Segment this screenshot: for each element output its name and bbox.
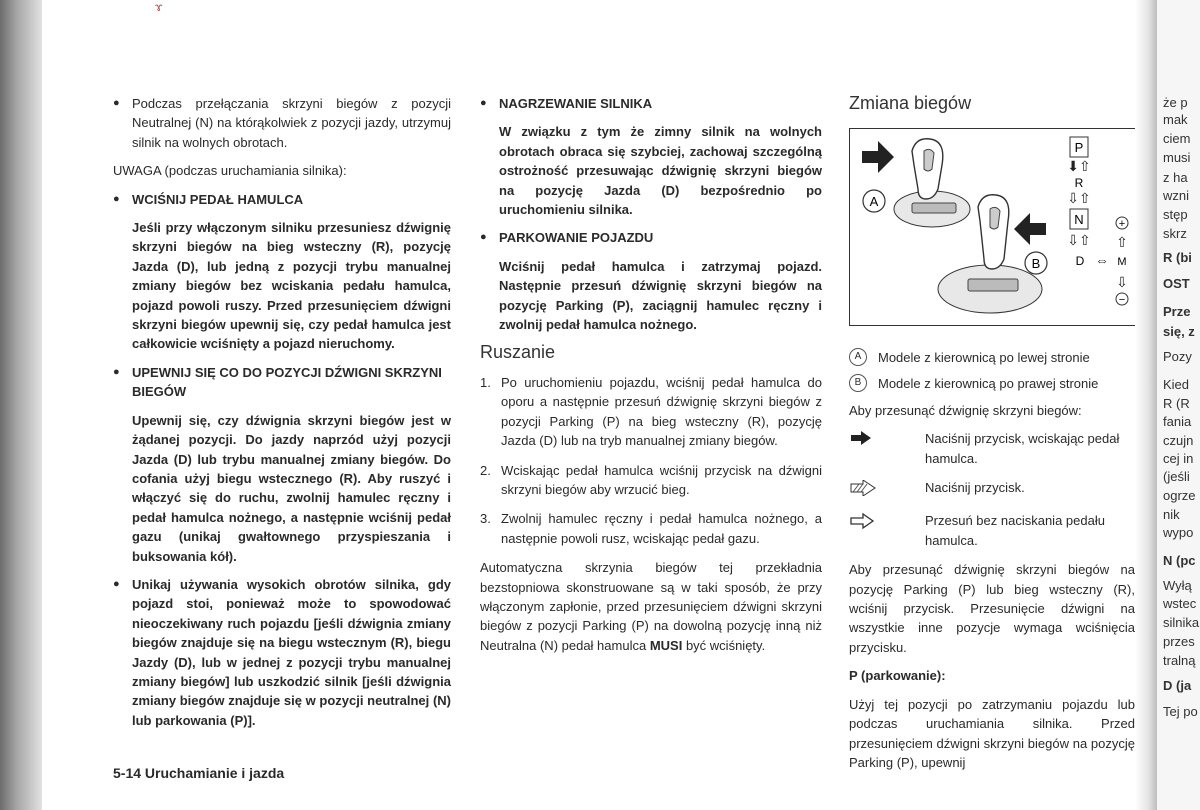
next-page-fragment: Wyłą: [1163, 578, 1192, 593]
svg-text:⇩⇧: ⇩⇧: [1067, 190, 1091, 206]
next-page-fragment: z ha: [1163, 170, 1188, 185]
svg-text:⬇⇧: ⬇⇧: [1067, 158, 1091, 174]
step-item: 2. Wciskając pedał hamulca wciśnij przycisk na dźwigni skrzyni biegów aby wrzucić bieg.: [480, 462, 822, 497]
bullet-parking-text: Wciśnij pedał hamulca i zatrzymaj pojazd. Następnie przesuń dźwignię skrzyni biegów na pozycję Parking (P), zaciągnij hamulec ręczny i zwolnij pedał hamulca nożnego.: [499, 258, 822, 333]
corner-pen-mark: ɤ: [155, 0, 163, 14]
shift-intro: Aby przesunąć dźwignię skrzyni biegów:: [849, 402, 1082, 418]
hatched-arrow-icon: [849, 478, 925, 501]
next-page-fragment: wypo: [1163, 525, 1194, 540]
middle-column: [480, 94, 822, 664]
next-page-fragment: ciem: [1163, 131, 1191, 146]
bullet-high-rpm: ● Unikaj używania wysokich obrotów silnika, gdy pojazd stoi, ponieważ może to spowodować nieoczekiwany ruch pojazdu [jeśli dźwignia zmiany biegów znajduje się na biegu wstecznym (R), biegu Jazdy (D), lub w jednej z pozycji trybu manualnej zmiany biegów] lub uszkodzić silnik [jeśli dźwignia zmiany biegów znajduje się w pozycji neutralnej (N) lub parkowania (P)].: [113, 575, 451, 730]
next-page-fragment: wzni: [1163, 188, 1190, 203]
subheading-park: P (parkowanie):: [849, 668, 946, 684]
next-page-fragment: się, z: [1163, 324, 1195, 339]
svg-text:D: D: [1075, 254, 1085, 268]
next-page-fragment: musi: [1163, 150, 1191, 165]
park-paragraph: Użyj tej pozycji po zatrzymaniu pojazdu lub podczas uruchamiania silnika. Przed przesunięciem dźwigni skrzyni biegów na pozycję Parking (P), upewnij: [849, 696, 1135, 770]
bullet-brake-text: Jeśli przy włączonym silniku przesuniesz dźwignię skrzyni biegów na bieg wsteczny (R), pozycję Jazda (D), lub jedną z pozycji trybu manualnej zmiany biegów bez wciskania pedału hamulca, pojazd powoli ruszy. Przed przesunięciem dźwigni skrzyni biegów upewnij się, czy pedał hamulca jest całkowicie wciśnięty a pojazd nieruchomy.: [132, 220, 451, 352]
next-page-fragment: skrz: [1163, 226, 1187, 241]
push-arrow-icon: [862, 141, 894, 173]
next-page-fragment: tralną: [1163, 653, 1196, 668]
page-gutter: [1135, 0, 1157, 810]
gear-shift-figure: [849, 128, 1150, 326]
svg-text:M: M: [1117, 256, 1127, 268]
svg-text:⇧: ⇧: [1116, 234, 1128, 250]
left-column: [113, 94, 451, 739]
shifter-illustration: [850, 129, 1150, 325]
bullet-parking-title: ● PARKOWANIE POJAZDU: [480, 228, 822, 247]
bullet-warmup-title: ● NAGRZEWANIE SILNIKA: [480, 94, 822, 113]
caption-a: A Modele z kierownicą po lewej stronie: [849, 348, 1135, 367]
next-page-fragment: (jeśli: [1163, 469, 1190, 484]
next-page-fragment: R (bi: [1163, 250, 1192, 265]
next-page-fragment: wstec: [1163, 596, 1197, 611]
step-item: 3. Zwolnij hamulec ręczny i pedał hamulca nożnego, a następnie powoli rusz, wciskając pedał gazu.: [480, 511, 822, 546]
next-page-edge: [1157, 0, 1200, 810]
next-page-fragment: mak: [1163, 112, 1188, 127]
bullet-brake-title: ● WCIŚNIJ PEDAŁ HAMULCA: [113, 190, 451, 209]
svg-text:⇩⇧: ⇩⇧: [1067, 232, 1091, 248]
svg-text:+: +: [1118, 218, 1126, 230]
next-page-fragment: silnika: [1163, 615, 1200, 630]
next-page-fragment: cej in: [1163, 451, 1194, 466]
legend-move-only: Przesuń bez naciskania pedału hamulca.: [849, 511, 1135, 550]
svg-text:P: P: [1074, 140, 1084, 155]
note-heading: UWAGA (podczas uruchamiania silnika):: [113, 163, 347, 179]
section-title-starting: Ruszanie: [480, 342, 556, 363]
section-title-gear-shift: Zmiana biegów: [849, 93, 972, 113]
svg-text:N: N: [1074, 212, 1084, 227]
next-page-fragment: fania: [1163, 414, 1192, 429]
bullet-warmup-text: W związku z tym że zimny silnik na wolnych obrotach obraca się szybciej, zachowaj szczególną ostrożność przesuwając dźwignię skrzyni biegów na pozycję Jazda (D) bezpośrednio po uruchomieniu silnika.: [499, 124, 822, 218]
next-page-fragment: Prze: [1163, 304, 1191, 319]
legend-press-button: Naciśnij przycisk.: [849, 478, 1135, 501]
svg-text:A: A: [869, 194, 879, 209]
next-page-fragment: Kied: [1163, 377, 1190, 392]
next-page-fragment: ogrze: [1163, 488, 1196, 503]
svg-text:⇔: ⇔: [1095, 252, 1109, 268]
next-page-fragment: przes: [1163, 634, 1195, 649]
svg-text:B: B: [1031, 256, 1041, 271]
next-page-fragment: D (ja: [1163, 678, 1192, 693]
solid-arrow-icon: [849, 429, 925, 450]
legend-press-brake: Naciśnij przycisk, wciskając pedał hamulca.: [849, 429, 1135, 468]
svg-text:R: R: [1074, 176, 1084, 190]
next-page-fragment: R (R: [1163, 396, 1190, 411]
next-page-fragment: czujn: [1163, 433, 1194, 448]
cvt-paragraph: Automatyczna skrzynia biegów tej przekładnia bezstopniowa skonstruowane są w taki sposób, że przy włączonym zapłonie, przed przesunięciem dźwigni skrzyni biegów z pozycji Parking (P) na dowolną pozycję inną niż Neutralna (N) pedał hamulca MUSI być wciśnięty.: [480, 560, 822, 653]
step-item: 1. Po uruchomieniu pojazdu, wciśnij pedał hamulca do oporu a następnie przesuń dźwignię skrzyni biegów z pozycji Parking (P) na bieg wsteczny (R), pozycję Jazda (D) lub na tryb manualnej zmiany biegów.: [480, 374, 822, 449]
caption-b: B Modele z kierownicą po prawej stronie: [849, 374, 1135, 393]
right-column: [849, 94, 1135, 113]
svg-text:−: −: [1118, 294, 1126, 306]
binding-shadow: [0, 0, 42, 810]
next-page-fragment: Tej po: [1163, 704, 1198, 719]
starting-steps-list: [480, 373, 822, 548]
next-page-fragment: Pozy: [1163, 349, 1192, 364]
bullet-position-title: ● UPEWNIJ SIĘ CO DO POZYCJI DŹWIGNI SKRZYNI BIEGÓW: [113, 363, 451, 402]
svg-text:⇩: ⇩: [1116, 274, 1128, 290]
bullet-position-text: Upewnij się, czy dźwignia skrzyni biegów jest w żądanej pozycji. Do jazdy naprzód użyj pozycji Jazda (D) lub trybu manualnej zmiany biegów. Do cofania użyj biegu wstecznego (R). Aby ruszyć i włączyć się do ruchu, zwolnij hamulec ręczny i pedał hamulca nożnego, a następnie wciśnij pedał gazu (unikaj gwałtownego przyspieszania i buksowania kół).: [132, 412, 451, 564]
right-column-text: [849, 348, 1135, 781]
outline-arrow-icon: [849, 511, 925, 534]
page-footer: 5-14 Uruchamianie i jazda: [113, 765, 285, 781]
push-arrow-icon: [1014, 213, 1046, 245]
shift-paragraph: Aby przesunąć dźwignię skrzyni biegów na pozycję Parking (P) lub bieg wsteczny (R), wciśnij przycisk. Przesunięcie dźwigni na wszystkie inne pozycje wymaga wciśnięcia przycisku.: [849, 562, 1135, 655]
next-page-fragment: stęp: [1163, 207, 1188, 222]
next-page-fragment: N (pc: [1163, 553, 1196, 568]
next-page-fragment: nik: [1163, 507, 1180, 522]
next-page-fragment: OST: [1163, 276, 1190, 291]
next-page-fragment: że p: [1163, 95, 1188, 110]
bullet-gear-change: ● Podczas przełączania skrzyni biegów z pozycji Neutralnej (N) na którąkolwiek z pozycji jazdy, utrzymuj silnik na wolnych obrotach.: [113, 94, 451, 152]
